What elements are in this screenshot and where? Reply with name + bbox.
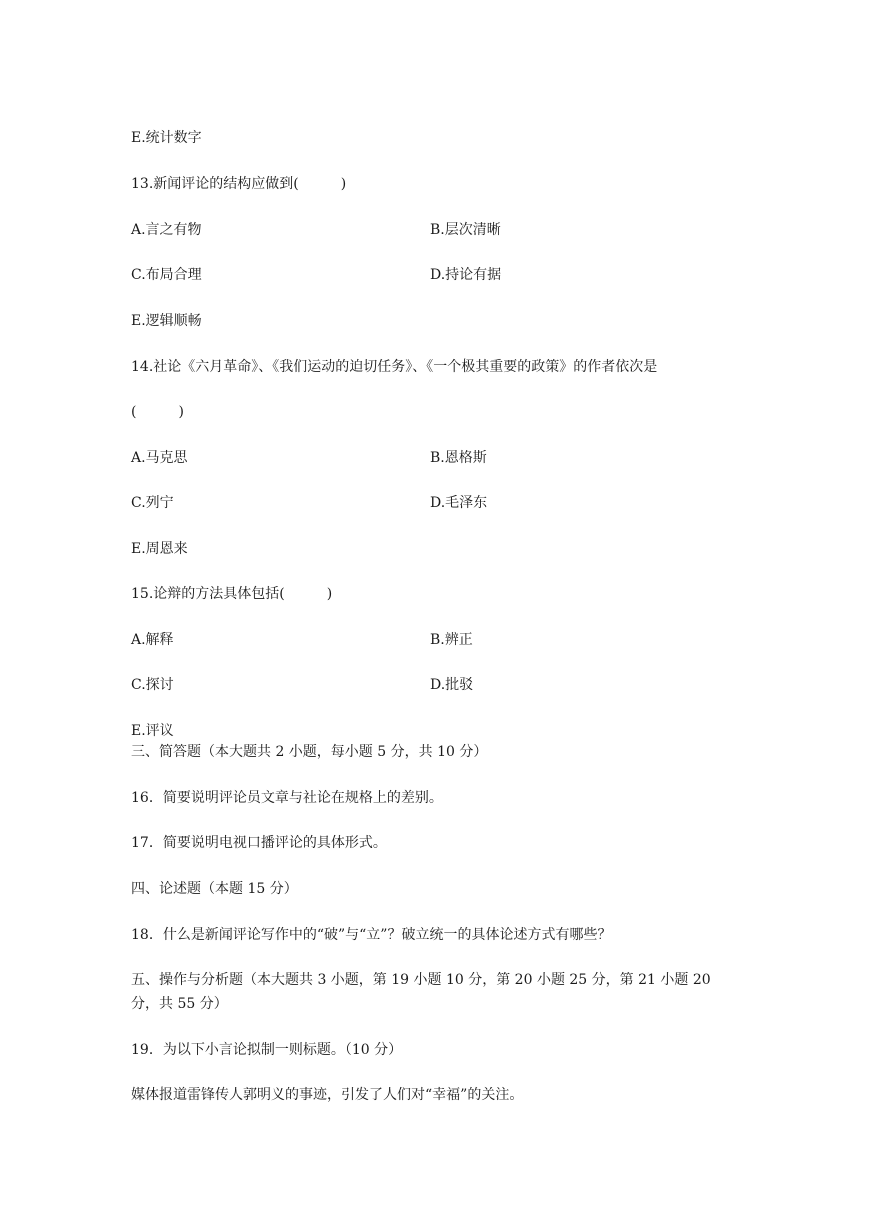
question-16: 16．简要说明评论员文章与社论在规格上的差别。 xyxy=(131,790,443,806)
section-4-heading: 四、论述题（本题 15 分） xyxy=(131,881,298,897)
option-e-q13: E.逻辑顺畅 xyxy=(131,313,202,329)
option-e-q14: E.周恩来 xyxy=(131,541,188,557)
section-5-heading-cont: 分，共 55 分） xyxy=(131,996,228,1012)
option-b-q14: B.恩格斯 xyxy=(430,450,487,466)
option-c-q15: C.探讨 xyxy=(131,677,174,693)
question-19-text: 媒体报道雷锋传人郭明义的事迹，引发了人们对“幸福”的关注。 xyxy=(131,1087,524,1103)
question-17: 17．简要说明电视口播评论的具体形式。 xyxy=(131,835,387,851)
question-14: 14.社论《六月革命》、《我们运动的迫切任务》、《一个极其重要的政策》的作者依次是 xyxy=(131,359,658,375)
option-a-q13: A.言之有物 xyxy=(131,222,202,238)
question-13: 13.新闻评论的结构应做到( ) xyxy=(131,176,347,192)
section-3-heading: 三、简答题（本大题共 2 小题，每小题 5 分，共 10 分） xyxy=(131,744,488,760)
option-d-q15: D.批驳 xyxy=(430,677,474,693)
option-e-q12: E.统计数字 xyxy=(131,130,202,146)
question-15: 15.论辩的方法具体包括( ) xyxy=(131,586,333,602)
question-14-blank: ( ) xyxy=(131,404,184,420)
option-d-q13: D.持论有据 xyxy=(430,267,502,283)
option-c-q13: C.布局合理 xyxy=(131,267,202,283)
question-19: 19．为以下小言论拟制一则标题。（10 分） xyxy=(131,1042,403,1058)
option-c-q14: C.列宁 xyxy=(131,495,174,511)
option-d-q14: D.毛泽东 xyxy=(430,495,488,511)
option-a-q14: A.马克思 xyxy=(131,450,188,466)
option-b-q13: B.层次清晰 xyxy=(430,222,501,238)
section-5-heading: 五、操作与分析题（本大题共 3 小题，第 19 小题 10 分，第 20 小题 25 分，第 21 小题 20 xyxy=(131,972,711,988)
option-b-q15: B.辨正 xyxy=(430,632,473,648)
option-e-q15: E.评议 xyxy=(131,723,174,739)
question-18: 18．什么是新闻评论写作中的“破”与“立”？破立统一的具体论述方式有哪些？ xyxy=(131,927,612,943)
option-a-q15: A.解释 xyxy=(131,632,174,648)
